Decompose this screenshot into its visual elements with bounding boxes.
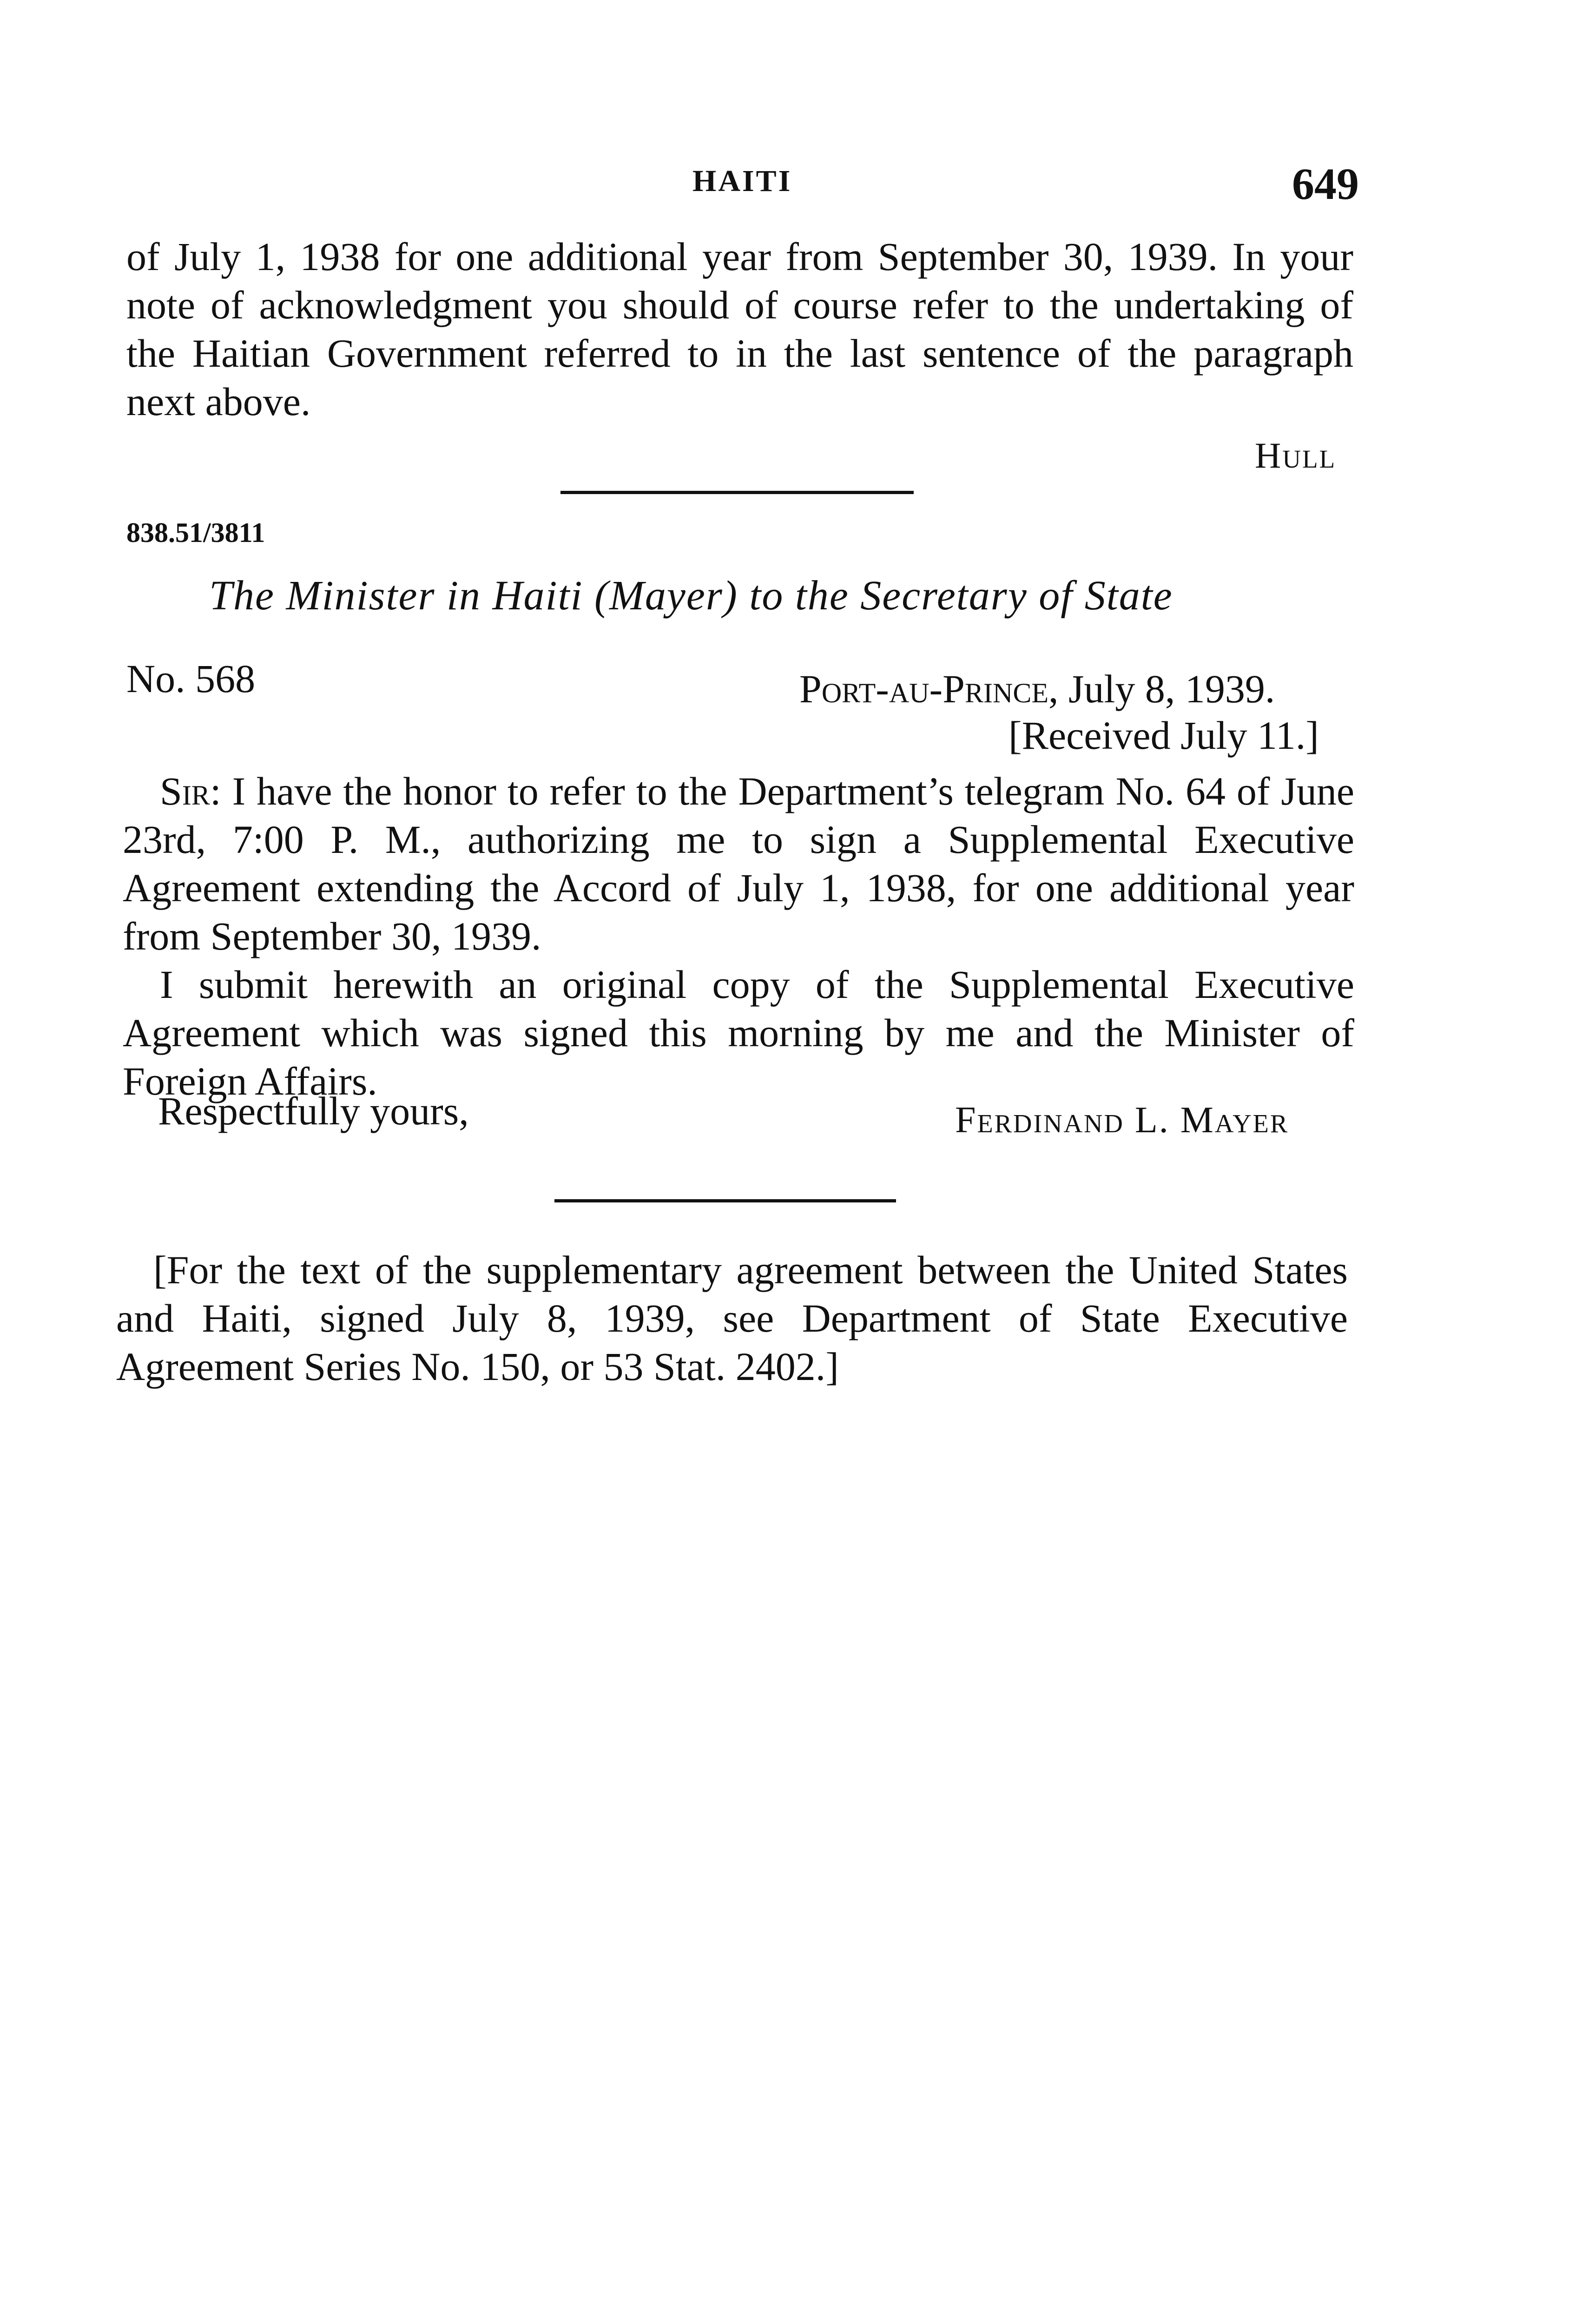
letter-paragraph-2: I submit herewith an original copy of the Supplemental Executive Agreement which was signed this morning by me and the Minister of Foreign Affairs. bbox=[123, 962, 1354, 1103]
carryover-text: of July 1, 1938 for one additional year from September 30, 1939. In your note of acknowledgment you should of course refer to the undertaking of the Haitian Government referred to in the last sentence of the paragraph next above. bbox=[126, 234, 1353, 424]
paragraph-1-text: : I have the honor to refer to the Department’s telegram No. 64 of June 23rd, 7:00 P. M., authorizing me to sign a Supplemental Executive Agreement extending the Accord of July 1, 1938, for one additional year from September 30, 1939. bbox=[123, 769, 1354, 958]
document-title: The Minister in Haiti (Mayer) to the Secretary of State bbox=[209, 573, 1173, 619]
running-head: HAITI bbox=[692, 164, 792, 198]
editorial-note bbox=[116, 1246, 1348, 1391]
editorial-note-text: [For the text of the supplementary agreement between the United States and Haiti, signed July 8, 1939, see Department of State Executive Agreement Series No. 150, or 53 Stat. 2402.] bbox=[116, 1248, 1348, 1389]
letter-paragraph-1 bbox=[123, 767, 1354, 960]
signature-hull: Hull bbox=[1255, 435, 1337, 475]
salutation: Sir bbox=[160, 769, 210, 813]
received-date: [Received July 11.] bbox=[1009, 713, 1319, 758]
closing: Respectfully yours, bbox=[158, 1089, 469, 1133]
place-date-line bbox=[799, 666, 1275, 712]
page-number: 649 bbox=[1292, 159, 1359, 209]
letter-body bbox=[123, 767, 1354, 1105]
signature-mayer: Ferdinand L. Mayer bbox=[955, 1100, 1289, 1141]
file-number: 838.51/3811 bbox=[126, 517, 265, 548]
place: Port-au-Prince bbox=[799, 667, 1048, 711]
date: , July 8, 1939. bbox=[1048, 667, 1275, 711]
carryover-paragraph bbox=[126, 232, 1353, 426]
section-divider-2 bbox=[554, 1199, 896, 1202]
document-number: No. 568 bbox=[126, 656, 256, 701]
section-divider bbox=[560, 491, 914, 494]
